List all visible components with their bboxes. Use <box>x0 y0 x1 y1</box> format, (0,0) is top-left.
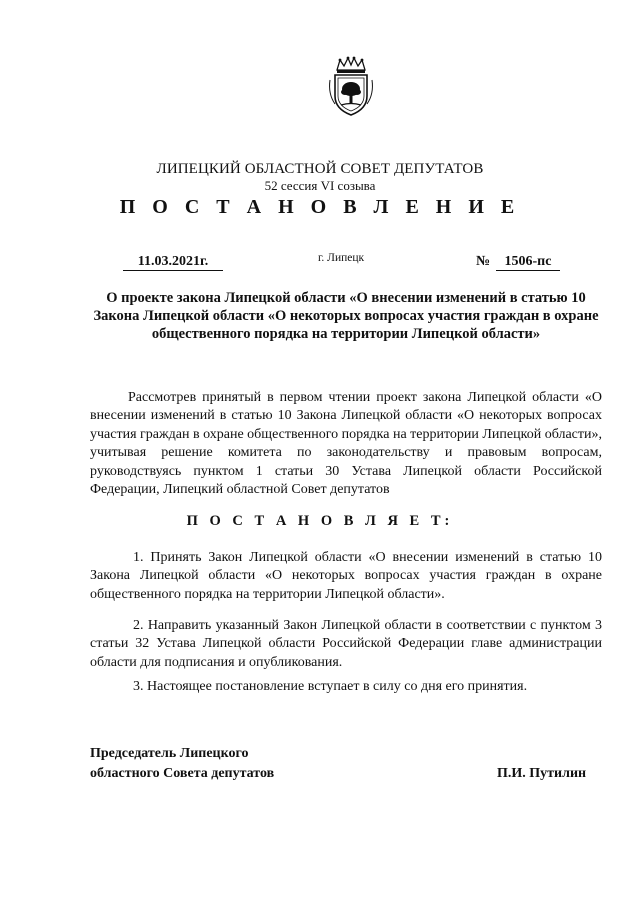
session-info: 52 сессия VI созыва <box>264 178 376 193</box>
number-sign: № <box>476 254 491 269</box>
signatory-position-line1: Председатель Липецкого <box>90 746 249 761</box>
decree-heading: П О С Т А Н О В Л Я Е Т: <box>186 513 454 529</box>
signatory-name: П.И. Путилин <box>497 766 587 781</box>
document-city: г. Липецк <box>318 252 365 264</box>
council-name: ЛИПЕЦКИЙ ОБЛАСТНОЙ СОВЕТ ДЕПУТАТОВ <box>156 161 484 177</box>
decree-item-1: 1. Принять Закон Липецкой области «О внесении изменений в статью 10 Закона Липецкой области «О некоторых вопросах участия граждан в охране общественного порядка на территории Липецкой области». <box>90 550 602 602</box>
signatory-position-line2: областного Совета депутатов <box>90 766 275 781</box>
document-date: 11.03.2021г. <box>123 254 223 271</box>
document-number: 1506-пс <box>496 254 560 271</box>
decree-item-2: 2. Направить указанный Закон Липецкой области в соответствии с пунктом 3 статьи 32 Устава Липецкой области Российской Федерации главе администрации области для подписания и опубликования. <box>90 618 602 670</box>
document-subject: О проекте закона Липецкой области «О внесении изменений в статью 10 Закона Липецкой области «О некоторых вопросах участия граждан в охране общественного порядка на территории Липецкой области» <box>93 290 599 342</box>
preamble-paragraph: Рассмотрев принятый в первом чтении проект закона Липецкой области «О внесении изменений в статью 10 Закона Липецкой области «О некоторых вопросах участия граждан в охране общественного порядка на территории Липецкой области», учитывая решение комитета по законодательству и правовым вопросам, руководствуясь пунктом 1 статьи 30 Устава Липецкой области Российской Федерации, Липецкий областной Совет депутатов <box>90 390 602 498</box>
lipetsk-coat-of-arms-icon <box>326 56 376 118</box>
decree-item-3: 3. Настоящее постановление вступает в силу со дня его принятия. <box>133 679 528 694</box>
document-type-title: П О С Т А Н О В Л Е Н И Е <box>119 196 521 218</box>
